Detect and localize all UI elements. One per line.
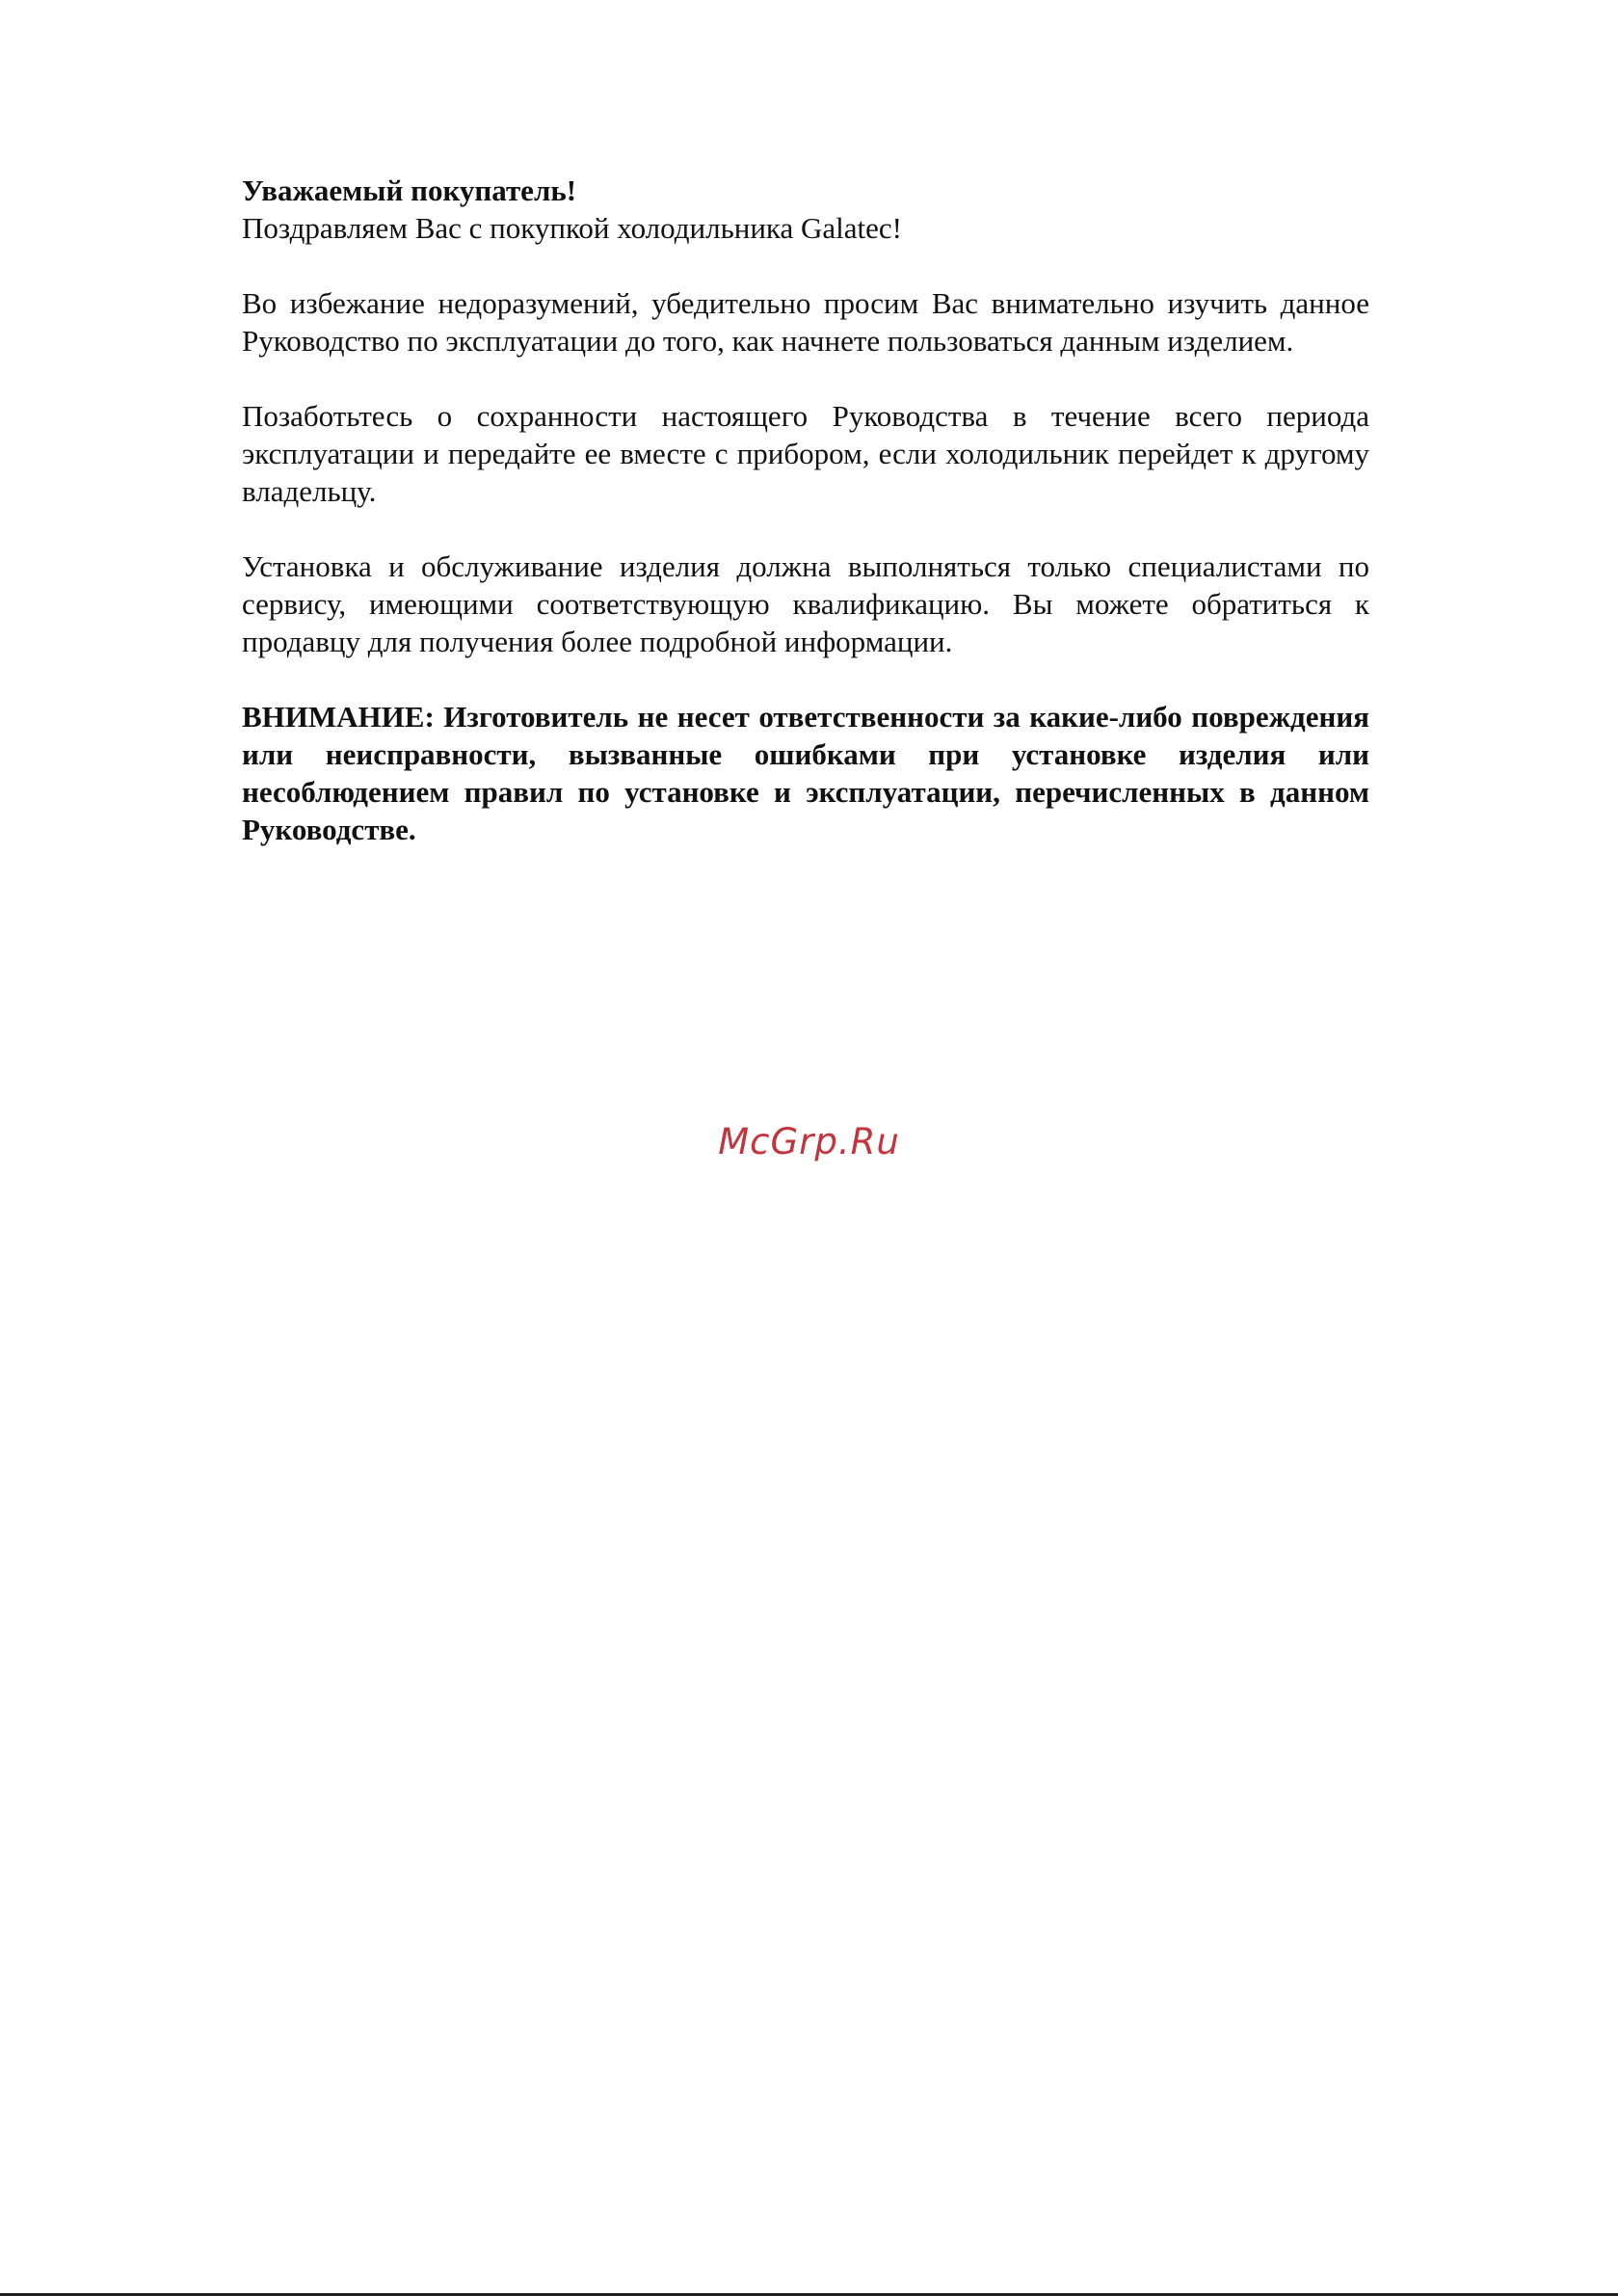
watermark-text: McGrp.Ru	[718, 1121, 900, 1162]
paragraph-keep-manual: Позаботьтесь о сохранности настоящего Руководства в течение всего периода эксплуатации и передайте ее вместе с прибором, если холодильник перейдет к другому владельцу.	[242, 399, 1369, 508]
greeting-title: Уважаемый покупатель!	[242, 174, 577, 207]
paragraph-installation-service: Установка и обслуживание изделия должна выполняться только специалистами по сервису, имеющими соответствующую квалификацию. Вы можете обратиться к продавцу для получения более подробной информации.	[242, 549, 1369, 658]
document-body	[242, 172, 1369, 886]
greeting-line: Поздравляем Вас с покупкой холодильника Galatec!	[242, 211, 902, 245]
warning-paragraph: ВНИМАНИЕ: Изготовитель не несет ответственности за какие-либо повреждения или неисправности, вызванные ошибками при установке изделия или несоблюдением правил по установке и эксплуатации, перечисленных в данном Руководстве.	[242, 700, 1369, 846]
paragraph-read-manual: Во избежание недоразумений, убедительно просим Вас внимательно изучить данное Руководство по эксплуатации до того, как начнете пользоваться данным изделием.	[242, 286, 1369, 358]
